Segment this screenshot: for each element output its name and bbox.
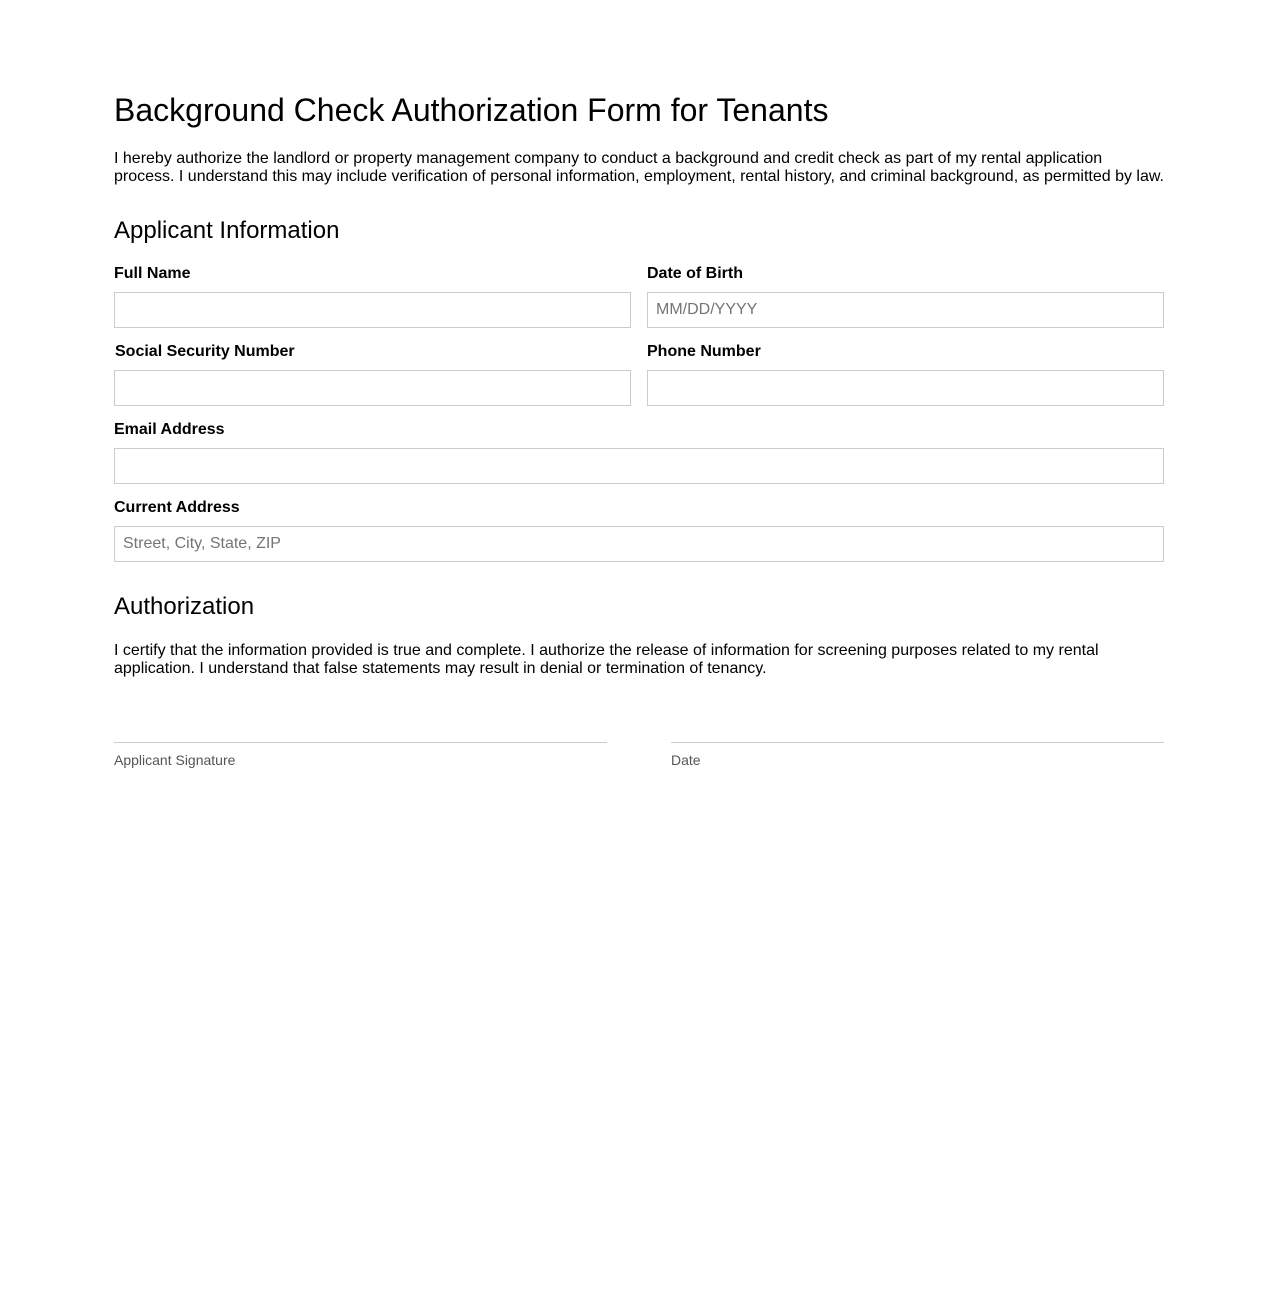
full-name-input[interactable] (114, 292, 631, 328)
email-address-input[interactable] (114, 448, 1164, 484)
date-of-birth-label: Date of Birth (647, 265, 743, 282)
phone-number-input[interactable] (647, 370, 1164, 406)
ssn-input[interactable] (114, 370, 631, 406)
section-heading-authorization: Authorization (114, 593, 255, 620)
intro-paragraph: I hereby authorize the landlord or property management company to conduct a background and credit check as part of my rental application process. I understand this may include verification of personal information, employment, rental history, and criminal background, as permitted by law. (114, 150, 1164, 185)
section-heading-applicant-information: Applicant Information (114, 217, 340, 244)
date-of-birth-input[interactable] (647, 292, 1164, 328)
full-name-label: Full Name (114, 265, 191, 282)
date-line[interactable] (671, 742, 1164, 743)
authorization-paragraph: I certify that the information provided is true and complete. I authorize the release of information for screening purposes related to my rental application. I understand that false statements may result in denial or termination of tenancy. (114, 642, 1099, 677)
applicant-signature-label: Applicant Signature (114, 752, 236, 768)
email-address-label: Email Address (114, 421, 225, 438)
ssn-label: Social Security Number (115, 343, 295, 360)
page-title: Background Check Authorization Form for Tenants (114, 92, 829, 128)
phone-number-label: Phone Number (647, 343, 761, 360)
date-label: Date (671, 752, 701, 768)
current-address-input[interactable] (114, 526, 1164, 562)
current-address-label: Current Address (114, 499, 240, 516)
signature-line[interactable] (114, 742, 607, 743)
